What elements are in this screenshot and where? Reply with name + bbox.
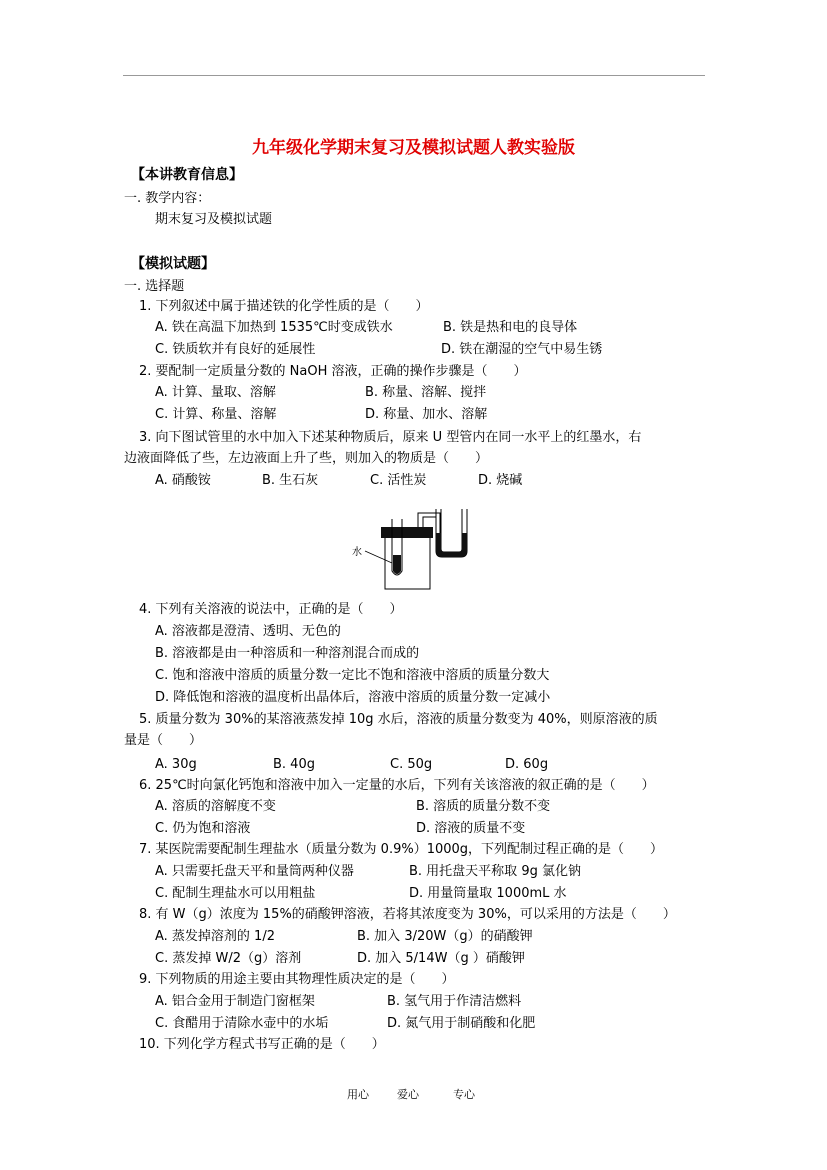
section-heading-info: 【本讲教育信息】	[131, 167, 243, 183]
question-4-option-c: C. 饱和溶液中溶质的质量分数一定比不饱和溶液中溶质的质量分数大	[155, 668, 550, 683]
question-5-stem-line2: 量是（ ）	[124, 733, 203, 748]
question-3-option-b: B. 生石灰	[262, 473, 319, 488]
question-4-option-b: B. 溶液都是由一种溶质和一种溶剂混合而成的	[155, 646, 420, 661]
question-5-option-a: A. 30g	[155, 757, 197, 772]
question-9-option-d: D. 氮气用于制硝酸和化肥	[387, 1016, 536, 1031]
question-8-option-d: D. 加入 5/14W（g ）硝酸钾	[357, 951, 525, 966]
question-5-option-b: B. 40g	[273, 757, 315, 772]
question-7-option-d: D. 用量筒量取 1000mL 水	[409, 886, 567, 901]
question-2-stem: 2. 要配制一定质量分数的 NaOH 溶液，正确的操作步骤是（ ）	[139, 364, 527, 379]
question-1-option-a: A. 铁在高温下加热到 1535℃时变成铁水	[155, 320, 393, 335]
u-tube-apparatus-figure	[345, 505, 485, 595]
question-6-option-c: C. 仍为饱和溶液	[155, 821, 251, 836]
question-7-option-a: A. 只需要托盘天平和量筒两种仪器	[155, 864, 354, 879]
question-8-option-c: C. 蒸发掉 W/2（g）溶剂	[155, 951, 302, 966]
question-5-option-d: D. 60g	[505, 757, 549, 772]
section-heading-exam: 【模拟试题】	[131, 256, 215, 272]
question-4-stem: 4. 下列有关溶液的说法中，正确的是（ ）	[139, 602, 403, 617]
question-7-option-b: B. 用托盘天平称取 9g 氯化钠	[409, 864, 581, 879]
figure-water-label: 水	[352, 547, 362, 558]
teaching-content-text: 期末复习及模拟试题	[155, 212, 273, 227]
question-8-stem: 8. 有 W（g）浓度为 15%的硝酸钾溶液，若将其浓度变为 30%，可以采用的方法是（ ）	[139, 907, 676, 922]
question-9-option-a: A. 铝合金用于制造门窗框架	[155, 994, 315, 1009]
question-2-option-a: A. 计算、量取、溶解	[155, 385, 276, 400]
question-2-option-b: B. 称量、溶解、搅拌	[365, 385, 487, 400]
question-6-option-a: A. 溶质的溶解度不变	[155, 799, 276, 814]
question-1-stem: 1. 下列叙述中属于描述铁的化学性质的是（ ）	[139, 299, 429, 314]
teaching-content-label: 一. 教学内容：	[124, 191, 211, 206]
question-4-option-a: A. 溶液都是澄清、透明、无色的	[155, 624, 341, 639]
question-1-option-d: D. 铁在潮湿的空气中易生锈	[441, 342, 603, 357]
question-6-option-d: D. 溶液的质量不变	[416, 821, 526, 836]
part-label: 一. 选择题	[124, 279, 185, 294]
footer-text-2: 爱心	[397, 1088, 419, 1101]
question-1-option-b: B. 铁是热和电的良导体	[443, 320, 578, 335]
footer-text-3: 专心	[453, 1088, 475, 1101]
question-5-option-c: C. 50g	[390, 757, 433, 772]
question-3-stem-line1: 3. 向下图试管里的水中加入下述某种物质后，原来 U 型管内在同一水平上的红墨水，右	[139, 430, 642, 445]
page-title: 九年级化学期末复习及模拟试题人教实验版	[252, 138, 575, 158]
question-8-option-a: A. 蒸发掉溶剂的 1/2	[155, 929, 275, 944]
question-9-stem: 9. 下列物质的用途主要由其物理性质决定的是（ ）	[139, 972, 455, 987]
question-3-option-d: D. 烧碱	[478, 473, 523, 488]
header-rule	[123, 75, 705, 76]
question-3-stem-line2: 边液面降低了些，左边液面上升了些，则加入的物质是（ ）	[124, 451, 489, 466]
question-6-option-b: B. 溶质的质量分数不变	[416, 799, 551, 814]
question-3-option-a: A. 硝酸铵	[155, 473, 211, 488]
question-6-stem: 6. 25℃时向氯化钙饱和溶液中加入一定量的水后，下列有关该溶液的叙正确的是（ ）	[139, 778, 655, 793]
question-10-stem: 10. 下列化学方程式书写正确的是（ ）	[139, 1037, 385, 1052]
question-2-option-d: D. 称量、加水、溶解	[365, 407, 488, 422]
footer-text-1: 用心	[347, 1088, 369, 1101]
question-7-option-c: C. 配制生理盐水可以用粗盐	[155, 886, 316, 901]
question-3-option-c: C. 活性炭	[370, 473, 427, 488]
question-9-option-c: C. 食醋用于清除水壶中的水垢	[155, 1016, 329, 1031]
question-1-option-c: C. 铁质软并有良好的延展性	[155, 342, 316, 357]
question-2-option-c: C. 计算、称量、溶解	[155, 407, 277, 422]
question-7-stem: 7. 某医院需要配制生理盐水（质量分数为 0.9%）1000g，下列配制过程正确的是（ ）	[139, 842, 664, 857]
question-5-stem-line1: 5. 质量分数为 30%的某溶液蒸发掉 10g 水后，溶液的质量分数变为 40%，则原溶液的质	[139, 712, 658, 727]
question-8-option-b: B. 加入 3/20W（g）的硝酸钾	[357, 929, 533, 944]
question-9-option-b: B. 氢气用于作清洁燃料	[387, 994, 522, 1009]
question-4-option-d: D. 降低饱和溶液的温度析出晶体后，溶液中溶质的质量分数一定减小	[155, 690, 551, 705]
